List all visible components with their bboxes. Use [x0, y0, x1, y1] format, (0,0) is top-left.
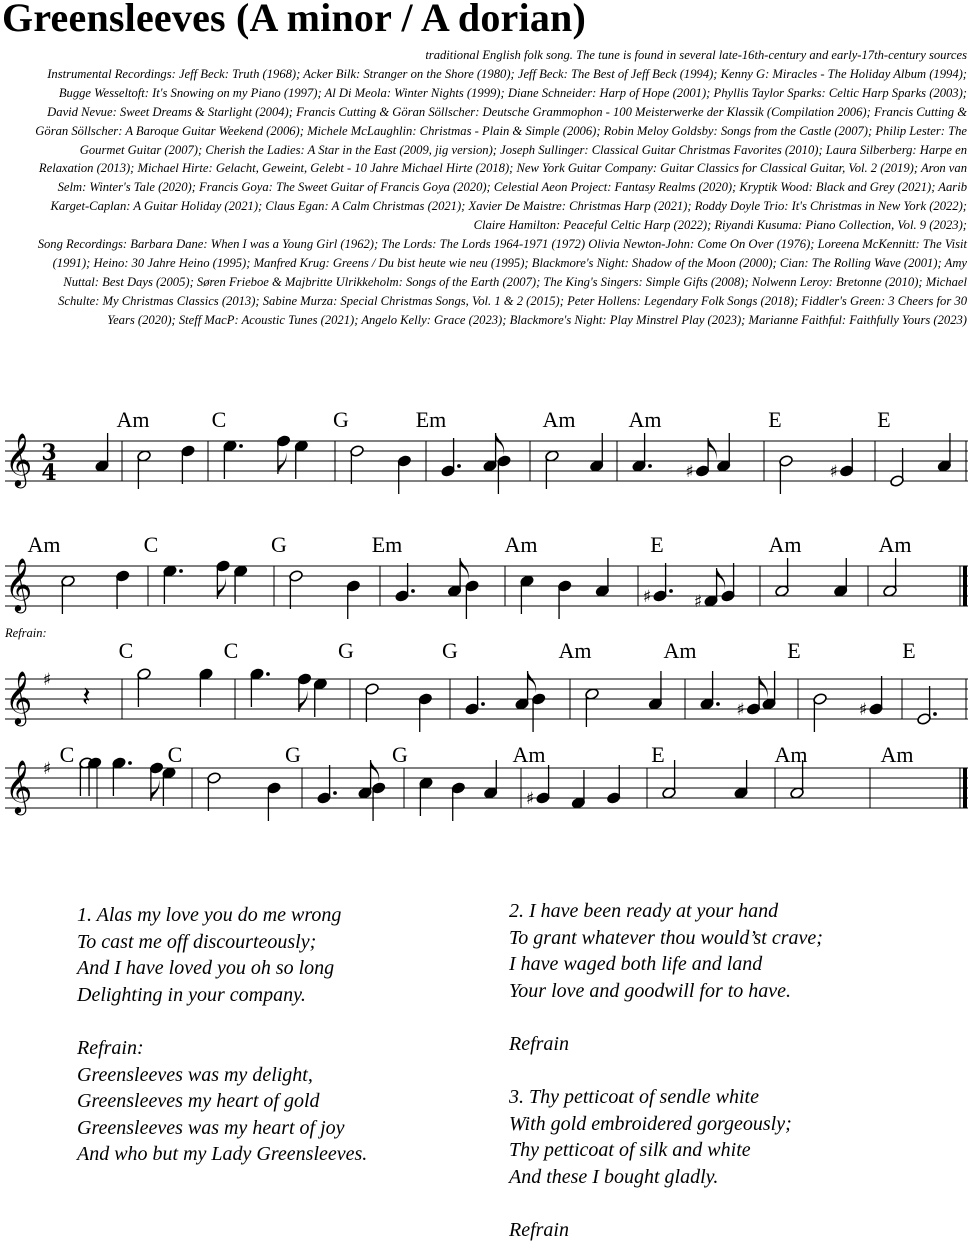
- quarter-rest-icon: 𝄽: [82, 680, 91, 713]
- dot-icon: [411, 589, 415, 593]
- eighth-flag-icon: [528, 671, 537, 693]
- refrain-reference: Refrain: [509, 1032, 569, 1055]
- eighth-flag-icon: [496, 433, 505, 455]
- chord-symbol: G: [442, 638, 458, 663]
- staff-system: [5, 532, 968, 619]
- chord-symbol: C: [223, 638, 239, 663]
- chord-symbol: Am: [628, 407, 662, 432]
- treble-clef-icon: 𝄞: [5, 670, 33, 724]
- chord-symbol: G: [338, 638, 354, 663]
- chord-symbol: C: [118, 638, 134, 663]
- dot-icon: [239, 444, 243, 448]
- refrain-heading: Refrain:: [77, 1036, 144, 1059]
- refrain-line: Greensleeves was my delight,: [77, 1063, 313, 1086]
- treble-clef-icon: 𝄞: [5, 759, 33, 813]
- dot-icon: [333, 791, 337, 795]
- chord-symbol: E: [651, 742, 665, 767]
- refrain-line: Greensleeves my heart of gold: [77, 1090, 320, 1113]
- chord-symbol: Am: [504, 532, 538, 557]
- chord-symbol: G: [392, 742, 408, 767]
- dot-icon: [933, 712, 937, 716]
- time-signature-bottom: 4: [41, 460, 57, 486]
- staff-system: [5, 407, 968, 494]
- chord-symbol: Am: [542, 407, 576, 432]
- chord-symbol: G: [271, 532, 287, 557]
- staff-system: [5, 742, 968, 821]
- refrain-line: And who but my Lady Greensleeves.: [77, 1143, 368, 1166]
- chord-symbol: E: [650, 532, 664, 557]
- key-signature-sharp-icon: ♯: [42, 759, 52, 779]
- dot-icon: [716, 702, 720, 706]
- final-bar-line: [963, 768, 967, 808]
- eighth-flag-icon: [460, 558, 469, 580]
- chord-symbol: E: [768, 407, 782, 432]
- chord-symbol: Am: [663, 638, 697, 663]
- song-recordings: Song Recordings: Barbara Dane: When I was a Young Girl (1962); The Lords: The Lords 1964-1971 (1972) Olivia Newton-John: Come On Over (1976); Loreena McKennitt: The Visit (1991); Heino: 30 Jahre Heino (1995); Manfred Krug: Greens / Du bist heute wie neu (1995); Blackmore's Night: Shadow of the Moon (2000); Cian: The Rolling Wave (2001); Amy Nuttal: Best Days (2005); Søren Frieboe & Majbritte Ulrikkeholm: Songs of the Earth (2007); The King's Singers: Simple Gifts (2008); Nolwenn Leroy: Bretonne (2010); Michael Schulte: My Christmas Classics (2013); Sabine Murza: Special Christmas Songs, Vol. 1 & 2 (2015); Peter Hollens: Legendary Folk Songs (2018); Fiddler's Green: 3 Cheers for 30 Years (2020); Steff MacP: Acoustic Tunes (2021); Angelo Kelly: Grace (2023); Blackmore's Night: Play Minstrel Play (2023); Marianne Faithful: Faithfully Yours (2023): [37, 237, 967, 327]
- chord-symbol: Em: [371, 532, 403, 557]
- instrumental-recordings: Instrumental Recordings: Jeff Beck: Truth (1968); Acker Bilk: Stranger on the Shore (1980); Jeff Beck: The Best of Jeff Beck (1994); Kenny G: Miracles - The Holiday Album (1994); Bugge Wesseltoft: It's Snowing on my Piano (1997); Al Di Meola: Winter Nights (1999); Diane Schneider: Harp of Hope (2001); Phyllis Taylor Sparks: Celtic Harp Sparks (2003); David Nevue: Sweet Dreams & Starlight (2004); Francis Cutting & Göran Söllscher: Deutsche Grammophon - 100 Meisterwerke der Klassik (Compilation 2006); Francis Cutting & Göran Söllscher: A Baroque Guitar Weekend (2006); Michele McLaughlin: Christmas - Plain & Simple (2006); Robin Meloy Goldsby: Songs from the Castle (2007); Philip Lester: The Gourmet Guitar (2007); Cherish the Ladies: A Star in the East (2009, jig version); Joseph Sullinger: Classical Guitar Christmas Favorites (2010); Laura Silberberg: Harpe en Relaxation (2013); Michael Hirte: Gelacht, Geweint, Gelebt - 10 Jahre Michael Hirte (2018); New York Guitar Company: Guitar Classics for Classical Guitar, Vol. 2 (2019); Aron van Selm: Winter's Tale (2020); Francis Goya: The Sweet Guitar of Francis Goya (2020); Celestial Aeon Project: Fantasy Realms (2020); Kryptik Wood: Black and Grey (2021); Aarib Karget-Caplan: A Guitar Holiday (2021); Claus Egan: A Calm Christmas (2021); Xavier De Maistre: Christmas Harp (2021); Roddy Doyle Trio: It's Christmas in New York (2022); Claire Hamilton: Peaceful Celtic Harp (2022); Riyandi Kusuma: Piano Collection, Vol. 9 (2023);: [35, 66, 967, 233]
- verse-3-line: Thy petticoat of silk and white: [509, 1139, 751, 1162]
- refrain-line: Greensleeves was my heart of joy: [77, 1116, 345, 1139]
- sharp-icon: ♯: [736, 700, 745, 720]
- sharp-icon: ♯: [858, 700, 868, 720]
- eighth-flag-icon: [371, 760, 380, 782]
- key-signature-sharp-icon: ♯: [42, 670, 52, 690]
- chord-symbol: E: [787, 638, 801, 663]
- dot-icon: [179, 569, 183, 573]
- treble-clef-icon: 𝄞: [5, 557, 33, 611]
- staff-system: [4, 626, 968, 732]
- verse-3-line: 3. Thy petticoat of sendle white: [509, 1086, 759, 1109]
- verse-1-line: Delighting in your company.: [77, 983, 306, 1006]
- chord-symbol: E: [902, 638, 916, 663]
- dot-icon: [481, 702, 485, 706]
- chord-symbol: Am: [878, 532, 912, 557]
- chord-symbol: Am: [768, 532, 802, 557]
- treble-clef-icon: 𝄞: [5, 432, 33, 486]
- chord-symbol: Am: [558, 638, 592, 663]
- chord-symbol: C: [59, 742, 75, 767]
- chord-symbol: C: [143, 532, 159, 557]
- final-bar-line: [963, 566, 967, 606]
- sharp-icon: ♯: [829, 462, 838, 482]
- chord-symbol: Am: [880, 742, 914, 767]
- song-title: Greensleeves (A minor / A dorian): [2, 0, 586, 40]
- verse-2-line: To grant whatever thou would’st crave;: [509, 926, 823, 949]
- verse-1-line: And I have loved you oh so long: [77, 957, 335, 980]
- chord-symbol: E: [877, 407, 891, 432]
- dot-icon: [669, 589, 673, 593]
- chord-symbol: C: [211, 407, 227, 432]
- sharp-icon: ♯: [642, 587, 652, 607]
- verse-1-line: 1. Alas my love you do me wrong: [77, 904, 342, 926]
- dot-icon: [266, 672, 270, 676]
- chord-symbol: Am: [27, 532, 61, 557]
- dot-icon: [648, 464, 652, 468]
- chord-symbol: Am: [774, 742, 808, 767]
- chord-symbol: G: [333, 407, 349, 432]
- refrain-reference: Refrain: [509, 1219, 569, 1242]
- chord-symbol: C: [167, 742, 183, 767]
- verse-2-line: 2. I have been ready at your hand: [509, 900, 779, 922]
- refrain-label: Refrain:: [5, 626, 47, 640]
- verse-1-line: To cast me off discourteously;: [77, 930, 317, 953]
- chord-symbol: Em: [415, 407, 447, 432]
- verse-3-line: And these I bought gladly.: [509, 1165, 719, 1188]
- chord-symbol: G: [285, 742, 301, 767]
- verse-2-line: I have waged both life and land: [509, 953, 763, 976]
- dot-icon: [128, 761, 132, 765]
- chord-symbol: Am: [116, 407, 150, 432]
- verse-3-line: With gold embroidered gorgeously;: [509, 1112, 792, 1135]
- dot-icon: [457, 464, 461, 468]
- lyrics-right-column: [509, 898, 823, 1244]
- eighth-flag-icon: [717, 568, 726, 590]
- source-note: traditional English folk song. The tune is found in several late-16th-century and early-17th-century sources: [425, 48, 967, 62]
- lyrics-left-column: [77, 902, 367, 1168]
- sharp-icon: ♯: [685, 462, 694, 482]
- sharp-icon: ♯: [525, 789, 535, 809]
- time-signature-top: 3: [41, 440, 57, 466]
- chord-symbol: Am: [512, 742, 546, 767]
- verse-2-line: Your love and goodwill for to have.: [509, 979, 792, 1002]
- sharp-icon: ♯: [693, 592, 703, 612]
